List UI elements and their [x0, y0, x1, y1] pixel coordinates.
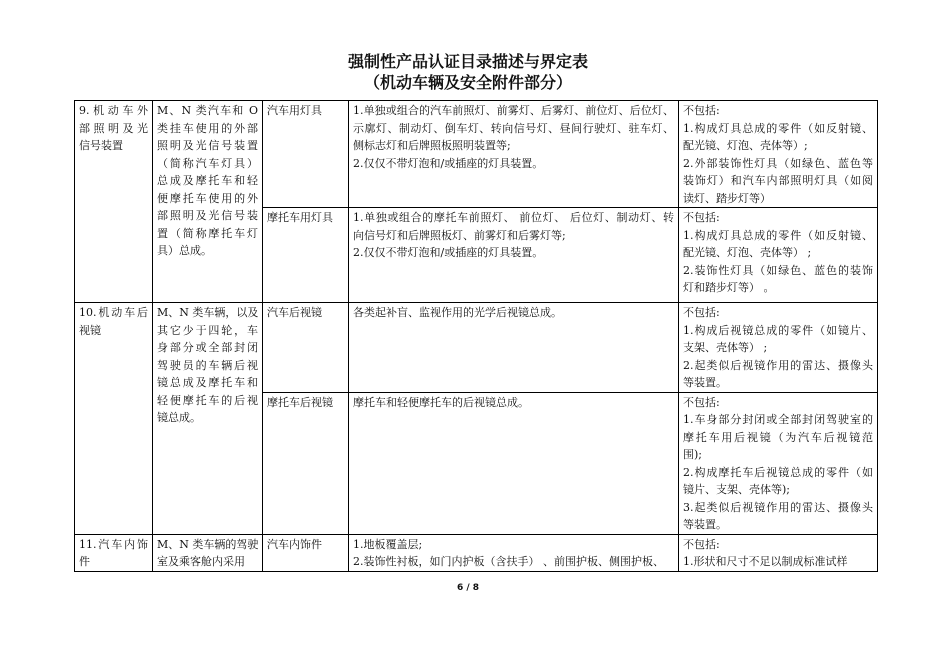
cell-line: 1.形状和尺寸不足以制成标准试样	[683, 555, 848, 568]
cell-line: 部照明及光	[79, 121, 148, 135]
cell-line: 置（简称摩托车灯	[157, 226, 258, 240]
page-number: 6 / 8	[456, 583, 480, 593]
table-row	[75, 534, 878, 571]
cell-line: 视镜	[79, 323, 101, 337]
cell-line: 1.单独或组合的摩托车前照灯、 前位灯、 后位灯、制动灯、转	[353, 211, 674, 224]
cell-line: 2.装饰性灯具（如绿色、蓝色的装饰	[683, 263, 873, 277]
cell-line: 装饰灯）和汽车内部照明灯具（如阅	[683, 174, 873, 187]
cell-line: 不包括:	[683, 104, 720, 117]
cell-line: 各类起补盲、监视作用的光学后视镜总成。	[353, 306, 562, 319]
cell-line: 2.装饰性衬板，如门内护板（含扶手） 、前围护板、侧围护板、	[353, 555, 664, 568]
cell-line: 等装置。	[683, 518, 727, 531]
cell-line: 2.仅仅不带灯泡和/或插座的灯具装置。	[353, 246, 544, 259]
description-cell	[349, 101, 679, 208]
cell-line: 灯和踏步灯等） 。	[683, 281, 775, 294]
cell-line: 摩托车和轻便摩托车的后视镜总成。	[353, 395, 529, 409]
scope-cell	[153, 303, 263, 535]
cell-line: 不包括:	[683, 211, 720, 224]
cell-line: 部照明及光信号装	[157, 209, 258, 222]
description-cell	[349, 208, 679, 303]
cell-line: 2.起类似后视镜作用的雷达、摄像头	[683, 358, 873, 372]
cell-line: 驾驶员的车辆后视	[157, 358, 258, 372]
cell-line: 汽车内饰件	[267, 537, 322, 551]
cell-line: 2.构成摩托车后视镜总成的零件（如	[683, 465, 873, 479]
cell-line: 向信号灯和后牌照板灯、前雾灯和后雾灯等;	[353, 228, 566, 242]
cell-line: 件	[79, 555, 90, 568]
cell-line: 摩托车用灯具	[267, 211, 333, 224]
cell-line: 不包括:	[683, 537, 720, 551]
scope-cell	[153, 101, 263, 303]
product-name-cell	[263, 101, 349, 208]
exclusion-cell	[679, 534, 878, 571]
cell-line: 具）总成。	[157, 244, 212, 257]
exclusion-cell	[679, 101, 878, 208]
cell-line: 摩托车用后视镜（为汽车后视镜范	[683, 430, 873, 444]
category-cell	[75, 534, 153, 571]
cell-line: 不包括:	[683, 306, 720, 319]
cell-line: 信号装置	[79, 139, 123, 152]
table-row	[75, 101, 878, 208]
scope-cell	[153, 534, 263, 571]
cell-line: 1.车身部分封闭或全部封闭驾驶室的	[683, 413, 873, 426]
cell-line: 镜总成及摩托车和	[157, 376, 258, 389]
cell-line: 轻便摩托车的后视	[157, 393, 258, 407]
cell-line: 汽车后视镜	[267, 306, 322, 319]
cell-line: 示廓灯、制动灯、倒车灯、转向信号灯、昼间行驶灯、驻车灯、	[353, 121, 674, 135]
cell-line: 1.构成灯具总成的零件（如反射镜、	[683, 121, 873, 135]
cell-line: M、N 类汽车和 O	[157, 104, 258, 117]
table-row	[75, 303, 878, 393]
cell-line: 配光镜、灯泡、壳体等） ;	[683, 246, 812, 259]
cell-line: 室及乘客舱内采用	[157, 555, 245, 568]
cell-line: 1.构成后视镜总成的零件（如镜片、	[683, 323, 873, 337]
description-cell	[349, 534, 679, 571]
cell-line: 照明及光信号装置	[157, 139, 258, 152]
cell-line: M、N 类车辆的驾驶	[157, 537, 258, 551]
cell-line: 等装置。	[683, 376, 727, 389]
page-title: 强制性产品认证目录描述与界定表	[347, 52, 588, 71]
cell-line: 镜总成。	[157, 411, 201, 424]
exclusion-cell	[679, 392, 878, 534]
cell-line: 镜片、支架、壳体等);	[683, 483, 790, 496]
catalog-table	[74, 100, 878, 572]
cell-line: 侧标志灯和后牌照板照明装置等;	[353, 139, 511, 152]
description-cell	[349, 303, 679, 393]
cell-line: 1.单独或组合的汽车前照灯、前雾灯、后雾灯、前位灯、后位灯、	[353, 104, 674, 117]
product-name-cell	[263, 303, 349, 393]
exclusion-cell	[679, 303, 878, 393]
cell-line: 11.汽车内饰	[79, 537, 148, 551]
cell-line: 支架、壳体等） ;	[683, 341, 768, 354]
cell-line: 读灯、踏步灯等）	[683, 191, 771, 205]
cell-line: 3.起类似后视镜作用的雷达、摄像头	[683, 500, 873, 514]
cell-line: 总成及摩托车和轻	[157, 174, 258, 187]
description-cell	[349, 392, 679, 534]
cell-line: 汽车用灯具	[267, 104, 322, 117]
cell-line: 身部分或全部封闭	[157, 341, 258, 354]
cell-line: 摩托车后视镜	[267, 395, 333, 409]
cell-line: M、N 类车辆，以及	[157, 306, 258, 319]
exclusion-cell	[679, 208, 878, 303]
cell-line: 2.外部装饰性灯具（如绿色、蓝色等	[683, 156, 873, 170]
cell-line: 不包括:	[683, 395, 720, 409]
cell-line: 10.机动车后	[79, 306, 148, 319]
cell-line: 1.地板覆盖层;	[353, 537, 423, 551]
product-name-cell	[263, 534, 349, 571]
page-subtitle: （机动车辆及安全附件部分）	[363, 73, 572, 92]
product-name-cell	[263, 392, 349, 534]
category-cell	[75, 303, 153, 535]
cell-line: 便摩托车使用的外	[157, 191, 258, 205]
cell-line: 围);	[683, 448, 702, 461]
cell-line: 9.机动车外	[79, 104, 148, 117]
cell-line: 2.仅仅不带灯泡和/或插座的灯具装置。	[353, 156, 544, 170]
product-name-cell	[263, 208, 349, 303]
cell-line: 1.构成灯具总成的零件（如反射镜、	[683, 228, 873, 242]
cell-line: 类挂车使用的外部	[157, 121, 258, 135]
cell-line: 其它少于四轮，车	[157, 323, 258, 337]
category-cell	[75, 101, 153, 303]
cell-line: 配光镜、灯泡、壳体等）;	[683, 139, 808, 152]
cell-line: （简称汽车灯具）	[157, 156, 258, 170]
